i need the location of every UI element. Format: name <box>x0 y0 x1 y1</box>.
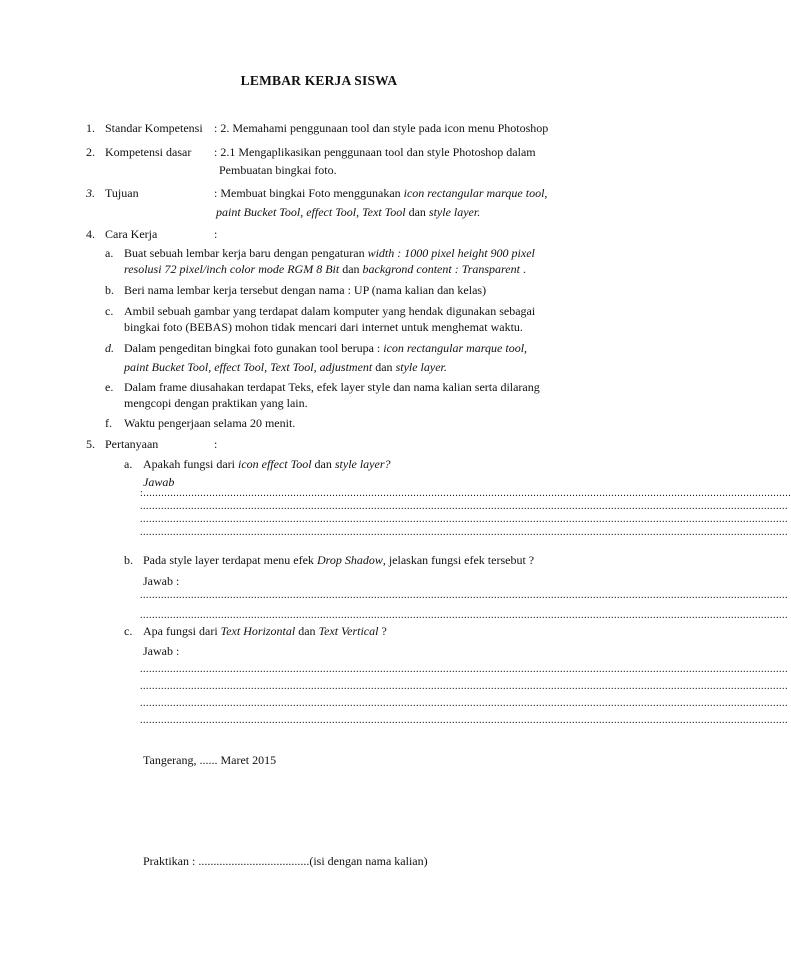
cara-label: Cara Kerja <box>105 227 158 241</box>
answer-line: :........................................................................................................................................................................................................................ <box>140 488 791 499</box>
step-letter: b. <box>105 283 114 297</box>
question-letter: c. <box>124 624 133 638</box>
answer-line: ........................................................................................................................................................................................................................ <box>140 590 788 601</box>
question-c-text: Apa fungsi dari Text Horizontal dan Text Vertical ? <box>143 624 387 638</box>
kd-value-line2: Pembuatan bingkai foto. <box>219 163 337 177</box>
step-e-line1: Dalam frame diusahakan terdapat Teks, efek layer style dan nama kalian serta dilarang <box>124 380 540 394</box>
item-number: 5. <box>86 437 95 451</box>
answer-area-b[interactable] <box>140 589 788 622</box>
answer-label: Jawab : <box>143 574 180 588</box>
question-b-text: Pada style layer terdapat menu efek Drop Shadow, jelaskan fungsi efek tersebut ? <box>143 553 535 567</box>
answer-line: ........................................................................................................................................................................................................................ <box>140 610 788 621</box>
standar-label: Standar Kompetensi <box>105 121 203 135</box>
step-f-line1: Waktu pengerjaan selama 20 menit. <box>124 416 296 430</box>
cara-colon: : <box>214 227 218 241</box>
question-letter: b. <box>124 553 133 567</box>
tujuan-line2: paint Bucket Tool, effect Tool, Text Tool dan style layer. <box>216 205 481 219</box>
step-d-line2: paint Bucket Tool, effect Tool, Text Tool, adjustment dan style layer. <box>124 360 447 374</box>
answer-label: Jawab <box>143 475 175 489</box>
step-letter: e. <box>105 380 114 394</box>
answer-line: ........................................................................................................................................................................................................................ <box>140 698 788 709</box>
standar-value: : 2. Memahami penggunaan tool dan style pada icon menu Photoshop <box>214 121 549 135</box>
tujuan-label: Tujuan <box>105 186 139 200</box>
answer-label: Jawab : <box>143 644 180 658</box>
step-c-line1: Ambil sebuah gambar yang terdapat dalam komputer yang hendak digunakan sebagai <box>124 304 536 318</box>
answer-line: ........................................................................................................................................................................................................................ <box>140 501 788 512</box>
item-number: 3. <box>86 186 95 200</box>
step-a-line1: Buat sebuah lembar kerja baru dengan pengaturan width : 1000 pixel height 900 pixel <box>124 246 535 260</box>
answer-line: ........................................................................................................................................................................................................................ <box>140 664 788 675</box>
step-d-line1: Dalam pengeditan bingkai foto gunakan tool berupa : icon rectangular marque tool, <box>124 341 528 355</box>
step-letter: d. <box>105 341 114 355</box>
answer-area-a[interactable] <box>140 487 791 539</box>
place-date: Tangerang, ...... Maret 2015 <box>143 753 277 767</box>
praktikan-signature: Praktikan : .....................................(isi dengan nama kalian) <box>143 854 428 868</box>
kd-value-line1: : 2.1 Mengaplikasikan penggunaan tool dan style Photoshop dalam <box>214 145 536 159</box>
step-letter: c. <box>105 304 114 318</box>
answer-area-c[interactable] <box>140 663 788 727</box>
answer-line: ........................................................................................................................................................................................................................ <box>140 527 788 538</box>
answer-line: ........................................................................................................................................................................................................................ <box>140 681 788 692</box>
pertanyaan-colon: : <box>214 437 218 451</box>
step-a-line2: resolusi 72 pixel/inch color mode RGM 8 Bit dan backgrond content : Transparent . <box>124 262 526 276</box>
answer-line: ........................................................................................................................................................................................................................ <box>140 514 788 525</box>
step-letter: a. <box>105 246 114 260</box>
kd-label: Kompetensi dasar <box>105 145 192 159</box>
step-letter: f. <box>105 416 112 430</box>
question-a-text: Apakah fungsi dari icon effect Tool dan style layer? <box>143 457 391 471</box>
step-b-line1: Beri nama lembar kerja tersebut dengan nama : UP (nama kalian dan kelas) <box>124 283 487 297</box>
item-number: 1. <box>86 121 95 135</box>
page-title: LEMBAR KERJA SISWA <box>240 73 398 88</box>
item-number: 4. <box>86 227 95 241</box>
step-e-line2: mengcopi dengan praktikan yang lain. <box>124 396 308 410</box>
item-number: 2. <box>86 145 95 159</box>
step-c-line2: bingkai foto (BEBAS) mohon tidak mencari dari internet untuk menghemat waktu. <box>124 320 523 334</box>
pertanyaan-label: Pertanyaan <box>105 437 159 451</box>
answer-line: ........................................................................................................................................................................................................................ <box>140 715 788 726</box>
question-letter: a. <box>124 457 133 471</box>
tujuan-line1: : Membuat bingkai Foto menggunakan icon rectangular marque tool, <box>214 186 548 200</box>
